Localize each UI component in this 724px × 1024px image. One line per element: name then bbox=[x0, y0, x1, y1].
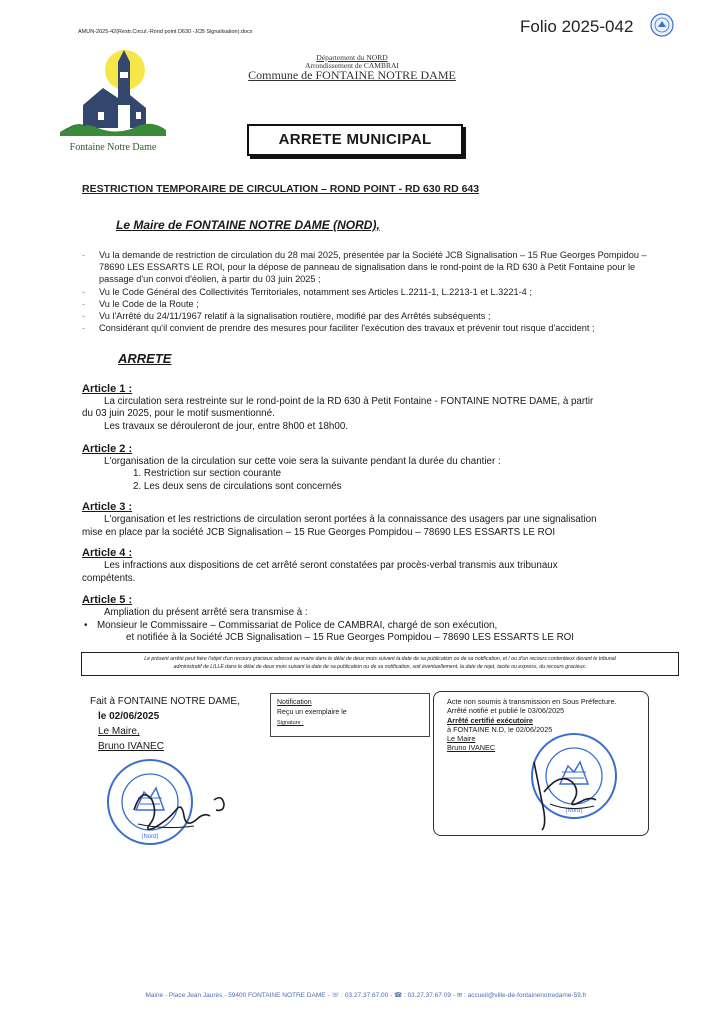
logo-caption: Fontaine Notre Dame bbox=[69, 142, 157, 153]
mayor-title: Le Maire, bbox=[98, 726, 140, 737]
footer-contact: Mairie - Place Jean Jaurès - 59400 FONTAINE NOTRE DAME - ☏ : 03.27.37.67.00 - ☎ : 03.27.37.67.09 - ✉ : accueil@ville-de-fontainenotredame-59.fr bbox=[145, 992, 587, 999]
considerant-text: Vu le Code Général des Collectivités Territoriales, notamment ses Articles L.2211-1, L.2213-1 et L.3221-4 ; bbox=[99, 287, 532, 297]
recours-text: Le présent arrêté peut faire l'objet d'un recours gracieux adressé au maire dans le délai de deux mois suivant la date de sa publication ou de sa notification, et / ou d'un recours contentieux devant le tribunal bbox=[144, 656, 616, 662]
stamp-bottom: (Nord) bbox=[141, 834, 159, 840]
considerant-text: Considérant qu'il convient de prendre des mesures pour faciliter l'exécution des travaux et prévenir tout risque d'accident ; bbox=[99, 323, 595, 333]
article-3-heading: Article 3 : bbox=[82, 501, 133, 513]
maire-line: Le Maire de FONTAINE NOTRE DAME (NORD), bbox=[116, 218, 380, 232]
document-reference: AMUN-2025-42(Restr.Circul.-Rond point D630 -JCB Signalisation).docx bbox=[78, 29, 253, 35]
folio-number: Folio 2025-042 bbox=[520, 17, 634, 36]
fait-place: Fait à FONTAINE NOTRE DAME, bbox=[90, 696, 240, 707]
article-4-line: Les infractions aux dispositions de cet arrêté seront constatées par procès-verbal transmis aux tribunaux bbox=[104, 560, 558, 571]
considerant-3 bbox=[82, 298, 682, 310]
signature-block bbox=[90, 694, 240, 754]
considerant-1 bbox=[82, 249, 682, 289]
considerant-5 bbox=[82, 322, 682, 334]
transmission-mayor-title: Le Maire bbox=[447, 734, 476, 744]
considerant-4 bbox=[82, 310, 682, 322]
notification-box bbox=[270, 693, 430, 737]
article-2-item: 2. Les deux sens de circulations sont concernés bbox=[133, 481, 342, 492]
article-2-line: L'organisation de la circulation sur cette voie sera la suivante pendant la durée du chantier : bbox=[104, 456, 501, 467]
bullet-dash: - bbox=[82, 287, 86, 297]
arrete-heading: ARRETE bbox=[118, 351, 172, 366]
transmission-mayor-name: Bruno IVANEC bbox=[447, 743, 496, 753]
mayor-name: Bruno IVANEC bbox=[98, 741, 164, 752]
bullet-icon: • bbox=[84, 620, 88, 631]
article-1-line: Les travaux se dérouleront de jour, entre 8h00 et 18h00. bbox=[104, 421, 349, 432]
considerant-text: 78690 LES ESSARTS LE ROI, pour la dépose de panneau de signalisation dans le rond-point de la RD 630 à Petit Fontaine pour le bbox=[99, 262, 636, 272]
article-1-line: La circulation sera restreinte sur le rond-point de la RD 630 à Petit Fontaine - FONTAINE NOTRE DAME, à partir bbox=[104, 396, 594, 407]
considerant-text: Vu la demande de restriction de circulation du 28 mai 2025, présentée par la Société JCB Signalisation – 15 Rue Georges Pompidou – bbox=[99, 250, 647, 260]
considerant-2 bbox=[82, 286, 682, 298]
town-logo bbox=[58, 50, 168, 140]
recours-text: administratif de LILLE dans le délai de deux mois suivant la date de sa publication ou de sa notification, soit éventuellement, la date de rejet, tacite ou express, du recours gracieux. bbox=[173, 664, 587, 670]
transmission-publication: Arrêté notifié et publié le 03/06/2025 bbox=[447, 706, 565, 716]
article-5-line: Monsieur le Commissaire – Commissariat de Police de CAMBRAI, chargé de son exécution, bbox=[97, 620, 498, 631]
article-1-line: du 03 juin 2025, pour le motif susmentionné. bbox=[82, 408, 275, 419]
recours-notice bbox=[81, 652, 679, 676]
article-3-line: mise en place par la société JCB Signalisation – 15 Rue Georges Pompidou – 78690 LES ESSARTS LE ROI bbox=[82, 527, 556, 538]
bullet-dash: - bbox=[82, 311, 86, 321]
subject-line: RESTRICTION TEMPORAIRE DE CIRCULATION – ROND POINT - RD 630 RD 643 bbox=[82, 183, 480, 195]
document-title: ARRETE MUNICIPAL bbox=[247, 124, 463, 156]
article-4-heading: Article 4 : bbox=[82, 547, 133, 559]
article-1-heading: Article 1 : bbox=[82, 383, 133, 395]
article-4-line: compétents. bbox=[82, 573, 136, 584]
article-5-line: Ampliation du présent arrêté sera transmise à : bbox=[104, 607, 308, 618]
transmission-certified: Arrêté certifié exécutoire bbox=[447, 715, 533, 725]
notification-title: Notification bbox=[277, 699, 312, 706]
considerant-text: Vu l'Arrêté du 24/11/1967 relatif à la signalisation routière, modifié par des Arrêtés subséquents ; bbox=[99, 311, 491, 321]
bullet-dash: - bbox=[82, 323, 86, 333]
bullet-dash: - bbox=[82, 250, 86, 260]
notification-signature: Signature : bbox=[277, 720, 304, 726]
mayor-signature-right bbox=[520, 752, 610, 832]
transmission-place-date: à FONTAINE N.D, le 02/06/2025 bbox=[447, 724, 553, 734]
article-5-line: et notifiée à la Société JCB Signalisation – 15 Rue Georges Pompidou – 78690 LES ESSARTS LE ROI bbox=[126, 632, 575, 643]
notification-received: Reçu un exemplaire le bbox=[277, 708, 347, 716]
article-2-heading: Article 2 : bbox=[82, 443, 133, 455]
transmission-note: Acte non soumis à transmission en Sous Préfecture. bbox=[447, 697, 617, 706]
departement-label: Département du NORD bbox=[316, 53, 388, 62]
bullet-dash: - bbox=[82, 299, 86, 309]
republic-seal-icon bbox=[650, 13, 674, 37]
stamp-bottom: (Nord) bbox=[565, 808, 583, 814]
article-5-heading: Article 5 : bbox=[82, 594, 133, 606]
considerant-text: Vu le Code de la Route ; bbox=[99, 299, 199, 309]
arrondissement-label: Arrondissement de CAMBRAI bbox=[305, 61, 399, 70]
article-2-item: 1. Restriction sur section courante bbox=[133, 468, 282, 479]
fait-date: le 02/06/2025 bbox=[98, 711, 160, 722]
commune-label: Commune de FONTAINE NOTRE DAME bbox=[248, 68, 456, 82]
mayor-signature-left bbox=[124, 780, 234, 840]
article-3-line: L'organisation et les restrictions de circulation seront portées à la connaissance des usagers par une signalisation bbox=[104, 514, 597, 525]
considerant-text: passage d'un convoi d'éolien, à partir du 03 juin 2025 ; bbox=[99, 274, 321, 284]
